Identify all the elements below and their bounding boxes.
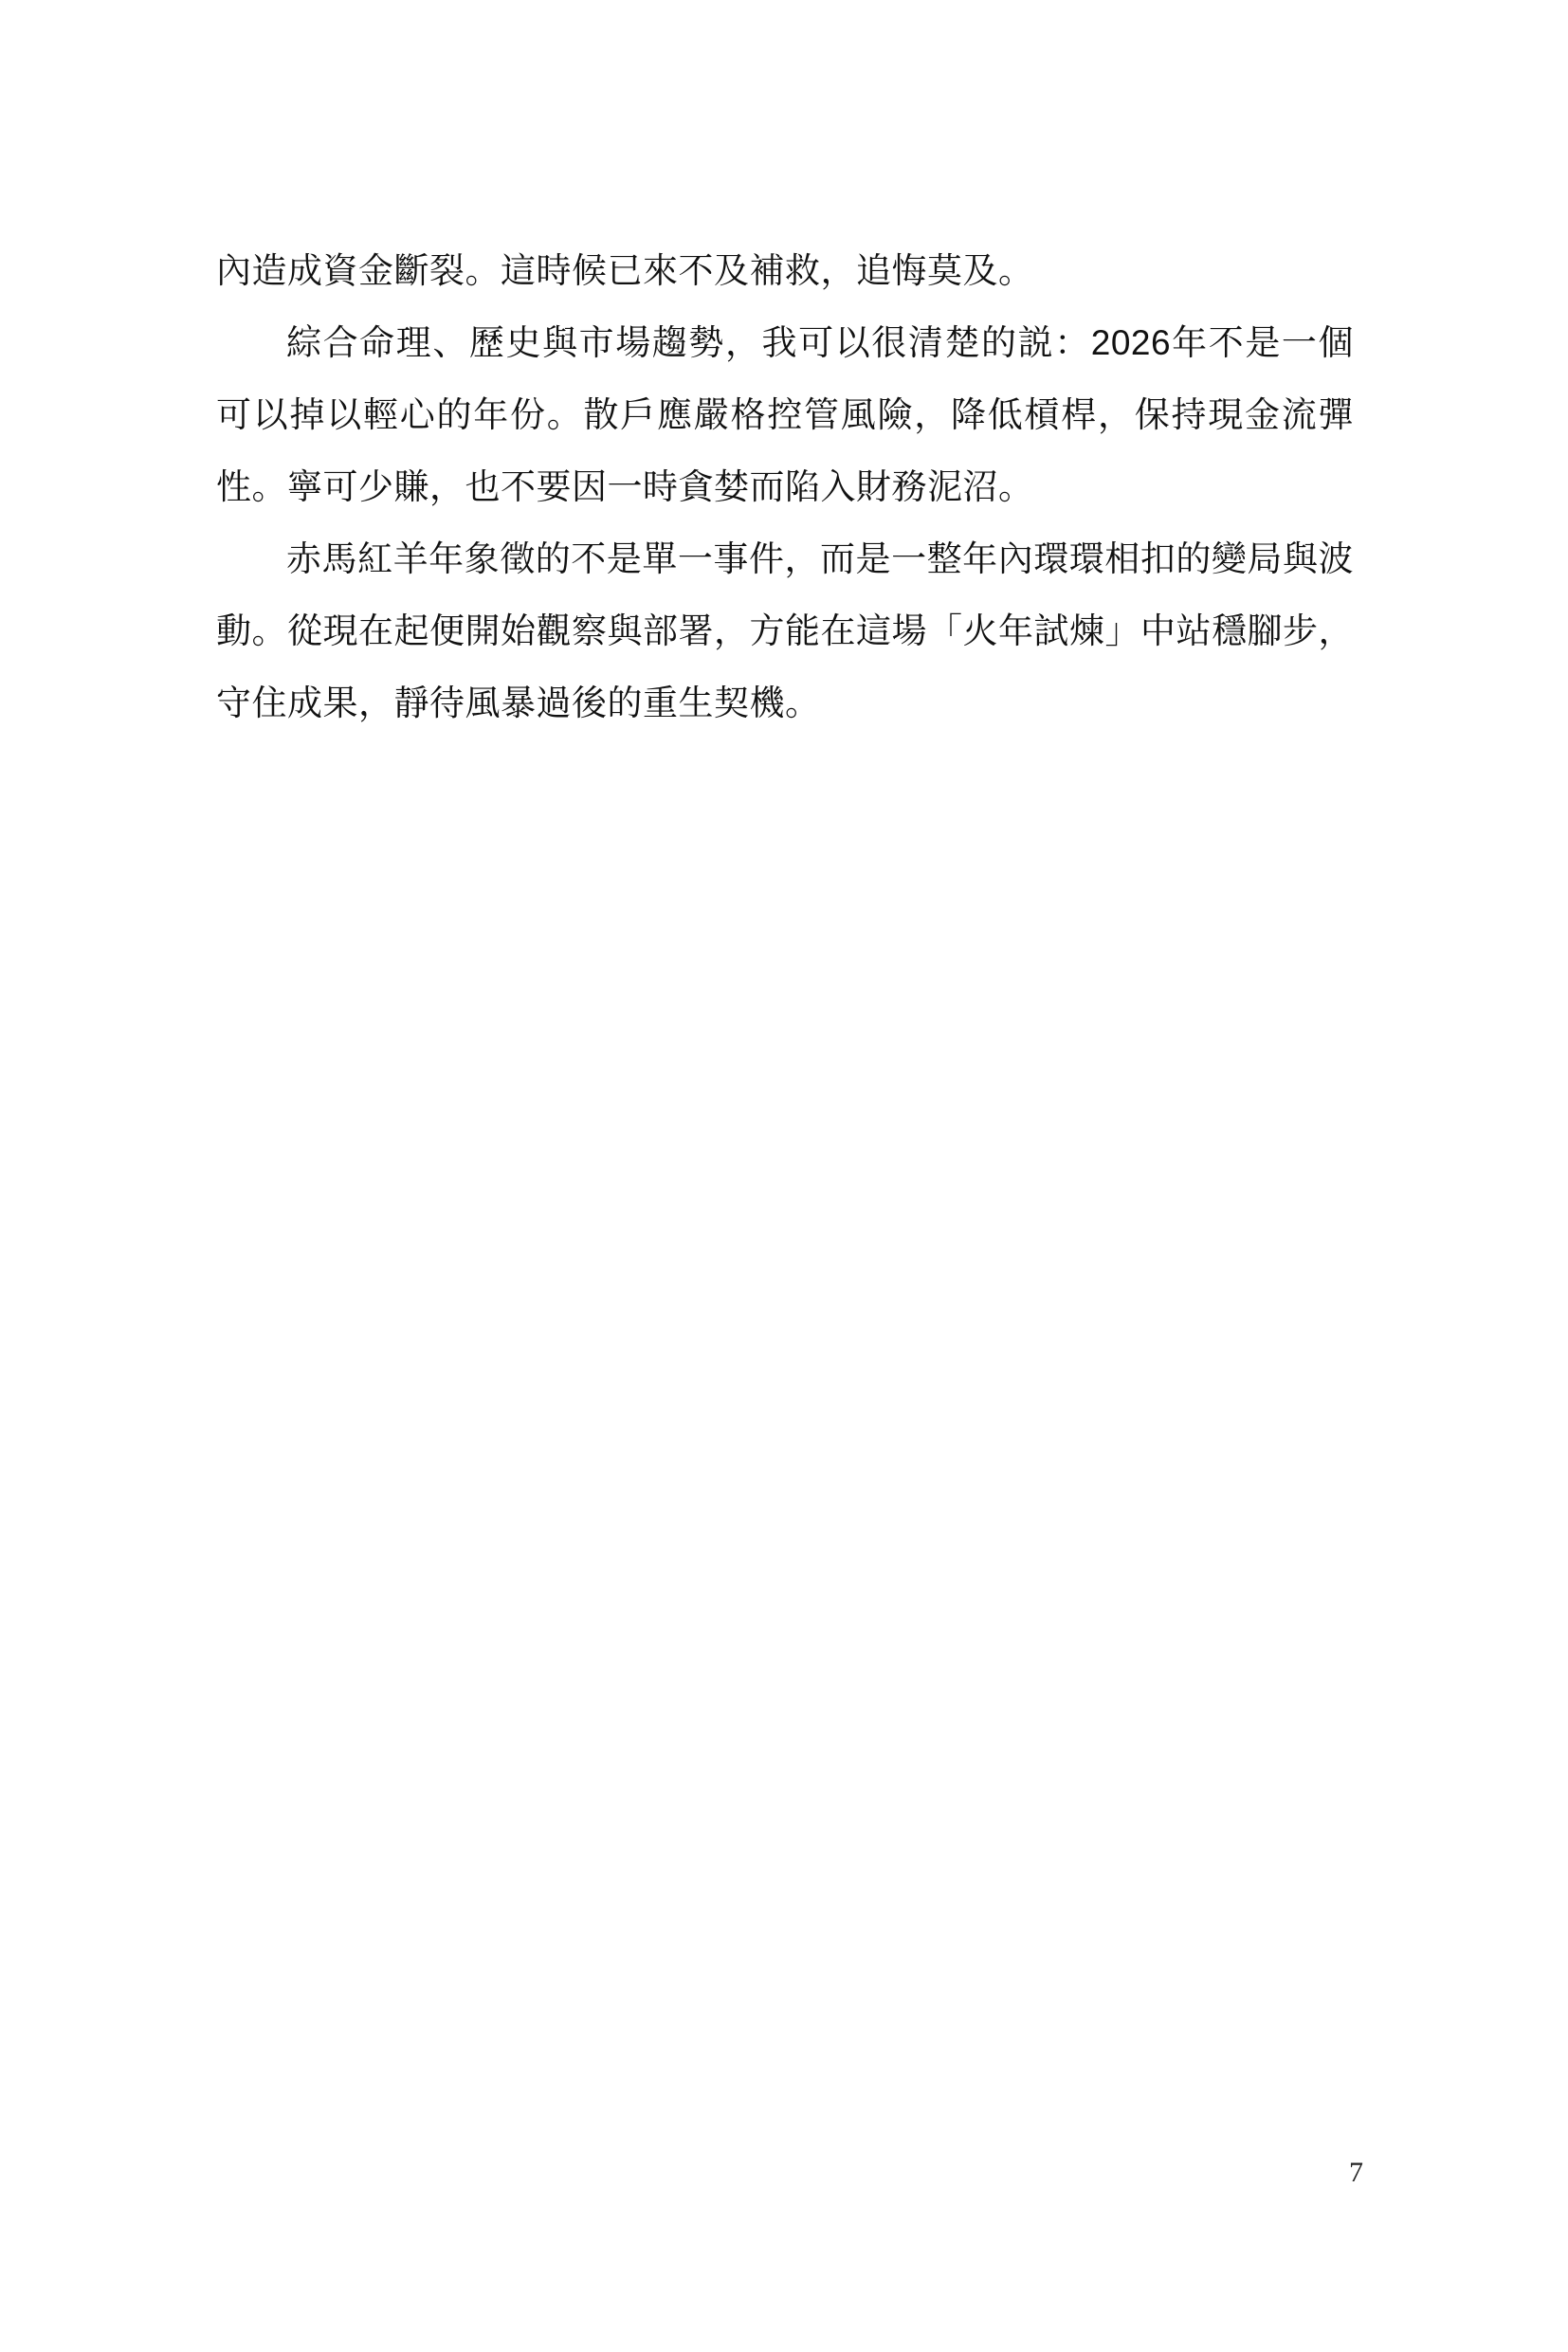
- paragraph: 內造成資金斷裂。這時候已來不及補救，追悔莫及。: [216, 251, 1034, 290]
- body-text: [216, 235, 1354, 739]
- page-number: 7: [1349, 2157, 1363, 2188]
- paragraph: 赤馬紅羊年象徵的不是單一事件，而是一整年內環環相扣的變局與波動。從現在起便開始觀察與部署，方能在這場「火年試煉」中站穩腳步，守住成果，靜待風暴過後的重生契機。: [216, 539, 1354, 722]
- paragraph: 綜合命理、歷史與市場趨勢，我可以很清楚的説：2026年不是一個可以掉以輕心的年份。散戶應嚴格控管風險，降低槓桿，保持現金流彈性。寧可少賺，也不要因一時貪婪而陷入財務泥沼。: [216, 323, 1354, 506]
